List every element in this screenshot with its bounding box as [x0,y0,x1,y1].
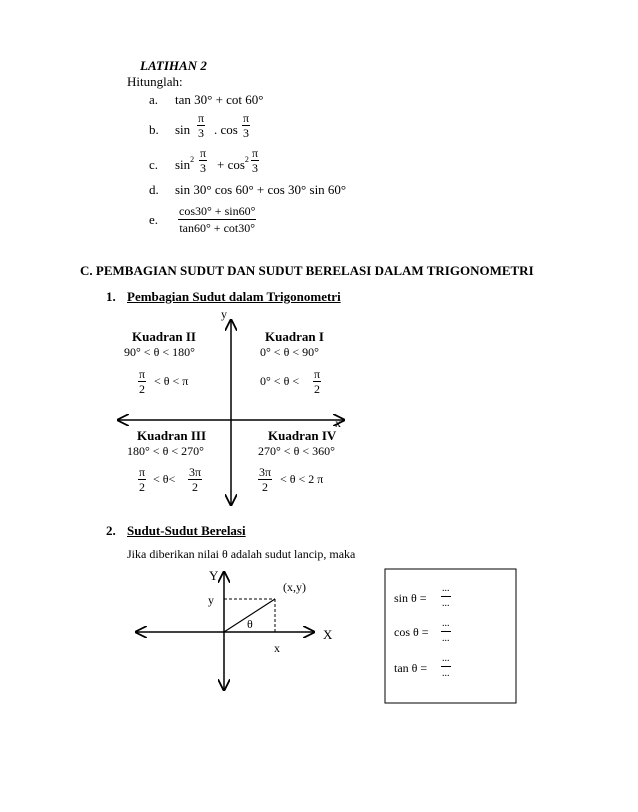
subsection-2-intro: Jika diberikan nilai θ adalah sudut lancip, maka [127,547,356,561]
frac-denominator: ... [442,668,450,679]
frac-denominator: tan60° + cot30° [179,221,256,235]
item-letter-c: c. [149,157,159,172]
square-exponent: 2 [244,155,249,164]
sin-label: sin [175,157,191,172]
item-b-cos: . cos [214,122,238,137]
frac-numerator: 3π [189,465,202,479]
quadrant-1-degrees: 0° < θ < 90° [260,345,319,359]
item-letter-e: e. [149,212,159,227]
item-a-expression: tan 30° + cot 60° [175,92,264,107]
quadrant-4-name: Kuadran IV [268,428,337,443]
frac-denominator: 2 [262,480,269,494]
frac-denominator: ... [442,633,450,644]
subsection-2-title: Sudut-Sudut Berelasi [127,523,246,538]
frac-numerator: π [139,367,146,381]
exercise-title: LATIHAN 2 [140,58,207,73]
relation-y-label: y [208,593,214,607]
frac-denominator: 3 [200,161,207,175]
frac-numerator: ... [441,617,451,632]
item-d-expression: sin 30° cos 60° + cos 30° sin 60° [175,182,347,197]
relation-X-label: X [323,627,333,642]
frac-numerator: π [314,367,321,381]
frac-numerator: π [252,146,259,160]
item-letter-b: b. [149,122,159,137]
relation-x-label: x [274,641,280,655]
frac-numerator: ... [441,582,451,597]
subsection-1-number: 1. [106,289,116,304]
frac-denominator: 2 [314,382,321,396]
sin-ratio-label: sin θ = [394,591,427,605]
quadrant-1-name: Kuadran I [265,329,324,344]
point-label: (x,y) [283,580,306,594]
quadrant-3-degrees: 180° < θ < 270° [127,444,204,458]
sin-ratio-fraction [441,582,451,611]
subsection-1-title: Pembagian Sudut dalam Trigonometri [127,289,341,304]
quadrant-y-label: y [221,307,227,321]
frac-numerator: π [198,111,205,125]
relation-Y-label: Y [209,568,219,583]
frac-numerator: ... [441,652,451,667]
exercise-intro: Hitunglah: [127,74,183,89]
cos-ratio-fraction [441,617,451,646]
frac-denominator: ... [442,598,450,609]
cos-label: + cos [217,157,245,172]
subsection-2-number: 2. [106,523,116,538]
quadrant-2-radians: < θ < π [154,374,189,388]
quadrant-1-radians: 0° < θ < [260,374,300,388]
frac-denominator: 2 [139,480,146,494]
quadrant-3-name: Kuadran III [137,428,206,443]
quadrant-4-degrees: 270° < θ < 360° [258,444,335,458]
frac-denominator: 2 [139,382,146,396]
item-letter-d: d. [149,182,159,197]
frac-numerator: π [139,465,146,479]
frac-numerator: cos30° + sin60° [179,204,256,218]
frac-denominator: 2 [192,480,199,494]
quadrant-4-radians: < θ < 2 π [280,472,324,486]
frac-denominator: 3 [252,161,259,175]
theta-label: θ [247,617,253,631]
frac-numerator: π [200,146,207,160]
tan-ratio-fraction [441,652,451,681]
frac-denominator: 3 [243,126,250,140]
tan-ratio-label: tan θ = [394,661,428,675]
item-b-sin: sin [175,122,191,137]
square-exponent: 2 [190,155,195,164]
frac-numerator: π [243,111,250,125]
quadrant-x-label: x [335,416,341,430]
quadrant-2-name: Kuadran II [132,329,196,344]
quadrant-3-inequality: < θ< [153,472,176,486]
frac-numerator: 3π [259,465,272,479]
cos-ratio-label: cos θ = [394,625,429,639]
quadrant-2-degrees: 90° < θ < 180° [124,345,195,359]
frac-denominator: 3 [198,126,205,140]
section-heading: C. PEMBAGIAN SUDUT DAN SUDUT BERELASI DALAM TRIGONOMETRI [80,263,534,278]
item-letter-a: a. [149,92,159,107]
